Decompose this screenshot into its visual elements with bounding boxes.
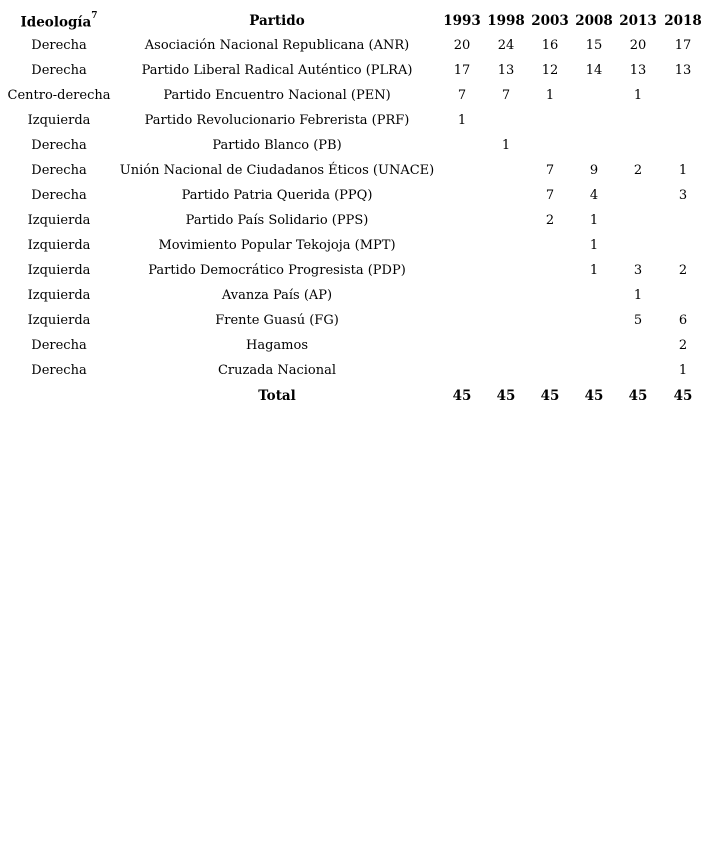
seats-cell: 13 — [674, 63, 692, 78]
party-header: Partido — [249, 12, 305, 29]
table-header — [4, 8, 706, 33]
year-header: 2018 — [664, 12, 702, 29]
total-seats-cell: 45 — [673, 387, 693, 404]
seats-cell — [440, 308, 484, 333]
seats-cell: 1 — [501, 138, 511, 153]
party-cell: Frente Guasú (FG) — [215, 313, 339, 328]
party-cell: Partido Blanco (PB) — [212, 138, 342, 153]
seats-cell — [616, 208, 660, 233]
table-row — [4, 358, 706, 383]
seats-cell: 1 — [633, 88, 643, 103]
seats-cell — [616, 358, 660, 383]
table-row — [4, 208, 706, 233]
seats-cell — [572, 308, 616, 333]
ideology-cell: Izquierda — [27, 288, 91, 303]
party-cell: Partido Patria Querida (PPQ) — [181, 188, 373, 203]
ideology-cell: Izquierda — [27, 313, 91, 328]
seats-cell — [572, 133, 616, 158]
table-row — [4, 83, 706, 108]
ideology-cell: Derecha — [31, 338, 87, 353]
table-body — [4, 33, 706, 408]
total-seats-cell: 45 — [540, 387, 560, 404]
seats-cell — [484, 183, 528, 208]
seats-cell — [484, 358, 528, 383]
party-cell: Hagamos — [246, 338, 308, 353]
party-cell: Partido Encuentro Nacional (PEN) — [163, 88, 391, 103]
seats-cell: 15 — [585, 38, 603, 53]
seats-cell — [572, 333, 616, 358]
seats-cell: 20 — [629, 38, 647, 53]
seats-cell: 7 — [545, 163, 555, 178]
seats-cell: 7 — [457, 88, 467, 103]
seats-cell — [528, 283, 572, 308]
year-header: 1993 — [443, 12, 481, 29]
ideology-cell: Centro-derecha — [7, 88, 111, 103]
seats-cell — [528, 108, 572, 133]
table-row — [4, 283, 706, 308]
seats-cell — [528, 258, 572, 283]
footnote-marker: 7 — [91, 11, 98, 22]
ideology-cell: Derecha — [31, 63, 87, 78]
seats-cell — [572, 358, 616, 383]
table-row — [4, 183, 706, 208]
seats-cell: 2 — [633, 163, 643, 178]
party-cell: Asociación Nacional Republicana (ANR) — [144, 38, 410, 53]
seats-cell: 17 — [453, 63, 471, 78]
seats-cell: 1 — [589, 213, 599, 228]
year-header: 2013 — [619, 12, 657, 29]
seats-cell: 1 — [633, 288, 643, 303]
seats-cell: 13 — [629, 63, 647, 78]
seats-cell — [484, 308, 528, 333]
seats-cell: 6 — [678, 313, 688, 328]
seats-cell — [660, 83, 706, 108]
seats-cell: 17 — [674, 38, 692, 53]
seats-cell: 2 — [545, 213, 555, 228]
seats-cell — [616, 108, 660, 133]
total-seats-cell: 45 — [584, 387, 604, 404]
total-label: Total — [258, 387, 296, 404]
ideology-cell: Derecha — [31, 163, 87, 178]
seats-cell: 4 — [589, 188, 599, 203]
total-row — [4, 383, 706, 408]
table-row — [4, 158, 706, 183]
seats-cell — [440, 333, 484, 358]
seats-cell: 7 — [501, 88, 511, 103]
seats-cell — [440, 233, 484, 258]
ideology-header — [4, 10, 114, 35]
ideology-cell: Izquierda — [27, 113, 91, 128]
party-cell: Partido Revolucionario Febrerista (PRF) — [144, 113, 410, 128]
seats-cell — [440, 158, 484, 183]
seats-cell: 1 — [678, 363, 688, 378]
table-row — [4, 33, 706, 58]
ideology-header-label: Ideología — [20, 14, 92, 31]
seats-cell: 1 — [545, 88, 555, 103]
ideology-cell: Izquierda — [27, 263, 91, 278]
total-seats-cell: 45 — [452, 387, 472, 404]
table-row — [4, 333, 706, 358]
seats-cell — [484, 333, 528, 358]
seats-cell: 14 — [585, 63, 603, 78]
seats-cell — [572, 283, 616, 308]
seats-cell: 3 — [633, 263, 643, 278]
seats-cell — [440, 358, 484, 383]
party-cell: Partido Democrático Progresista (PDP) — [148, 263, 406, 278]
seats-cell — [660, 208, 706, 233]
seats-cell — [484, 283, 528, 308]
seats-cell — [484, 233, 528, 258]
seats-cell — [484, 108, 528, 133]
ideology-cell: Derecha — [31, 138, 87, 153]
party-cell: Cruzada Nacional — [217, 363, 336, 378]
seats-cell — [440, 133, 484, 158]
seats-cell: 9 — [589, 163, 599, 178]
seats-cell — [484, 158, 528, 183]
seats-cell: 24 — [497, 38, 515, 53]
seats-cell — [440, 258, 484, 283]
seats-cell: 1 — [589, 238, 599, 253]
table-row — [4, 133, 706, 158]
party-cell: Partido País Solidario (PPS) — [185, 213, 369, 228]
ideology-cell: Derecha — [31, 188, 87, 203]
seats-cell: 7 — [545, 188, 555, 203]
seats-cell: 2 — [678, 338, 688, 353]
total-seats-cell: 45 — [628, 387, 648, 404]
ideology-cell: Derecha — [31, 38, 87, 53]
header-row — [4, 8, 706, 33]
party-cell: Avanza País (AP) — [221, 288, 333, 303]
table-row — [4, 58, 706, 83]
seats-cell: 16 — [541, 38, 559, 53]
seats-cell: 1 — [589, 263, 599, 278]
seats-cell — [528, 358, 572, 383]
seats-cell: 1 — [457, 113, 467, 128]
seats-cell — [616, 333, 660, 358]
ideology-cell: Derecha — [31, 363, 87, 378]
seats-cell: 1 — [678, 163, 688, 178]
seats-cell — [440, 283, 484, 308]
seats-cell — [484, 208, 528, 233]
table-row — [4, 233, 706, 258]
year-header: 1998 — [487, 12, 525, 29]
seats-cell — [528, 233, 572, 258]
total-seats-cell: 45 — [496, 387, 516, 404]
seats-cell — [528, 308, 572, 333]
seats-cell — [616, 233, 660, 258]
seats-cell — [484, 258, 528, 283]
seats-cell — [660, 108, 706, 133]
table-row — [4, 258, 706, 283]
ideology-cell: Izquierda — [27, 213, 91, 228]
seats-cell: 12 — [541, 63, 559, 78]
seats-cell: 20 — [453, 38, 471, 53]
seats-cell — [440, 183, 484, 208]
seats-cell — [572, 108, 616, 133]
seats-cell — [440, 208, 484, 233]
party-cell: Partido Liberal Radical Auténtico (PLRA) — [141, 63, 413, 78]
seats-cell: 5 — [633, 313, 643, 328]
seats-cell — [660, 133, 706, 158]
table-row — [4, 308, 706, 333]
year-header: 2003 — [531, 12, 569, 29]
seats-cell — [616, 133, 660, 158]
senate-seats-table — [4, 8, 706, 408]
total-ideology-cell — [4, 383, 114, 408]
seats-cell — [528, 333, 572, 358]
seats-cell: 13 — [497, 63, 515, 78]
seats-cell — [528, 133, 572, 158]
seats-cell: 3 — [678, 188, 688, 203]
seats-cell — [616, 183, 660, 208]
year-header: 2008 — [575, 12, 613, 29]
ideology-cell: Izquierda — [27, 238, 91, 253]
table-row — [4, 108, 706, 133]
seats-cell — [660, 233, 706, 258]
seats-cell — [660, 283, 706, 308]
seats-cell — [572, 83, 616, 108]
seats-cell: 2 — [678, 263, 688, 278]
party-cell: Unión Nacional de Ciudadanos Éticos (UNACE) — [119, 163, 435, 178]
party-cell: Movimiento Popular Tekojoja (MPT) — [158, 238, 396, 253]
